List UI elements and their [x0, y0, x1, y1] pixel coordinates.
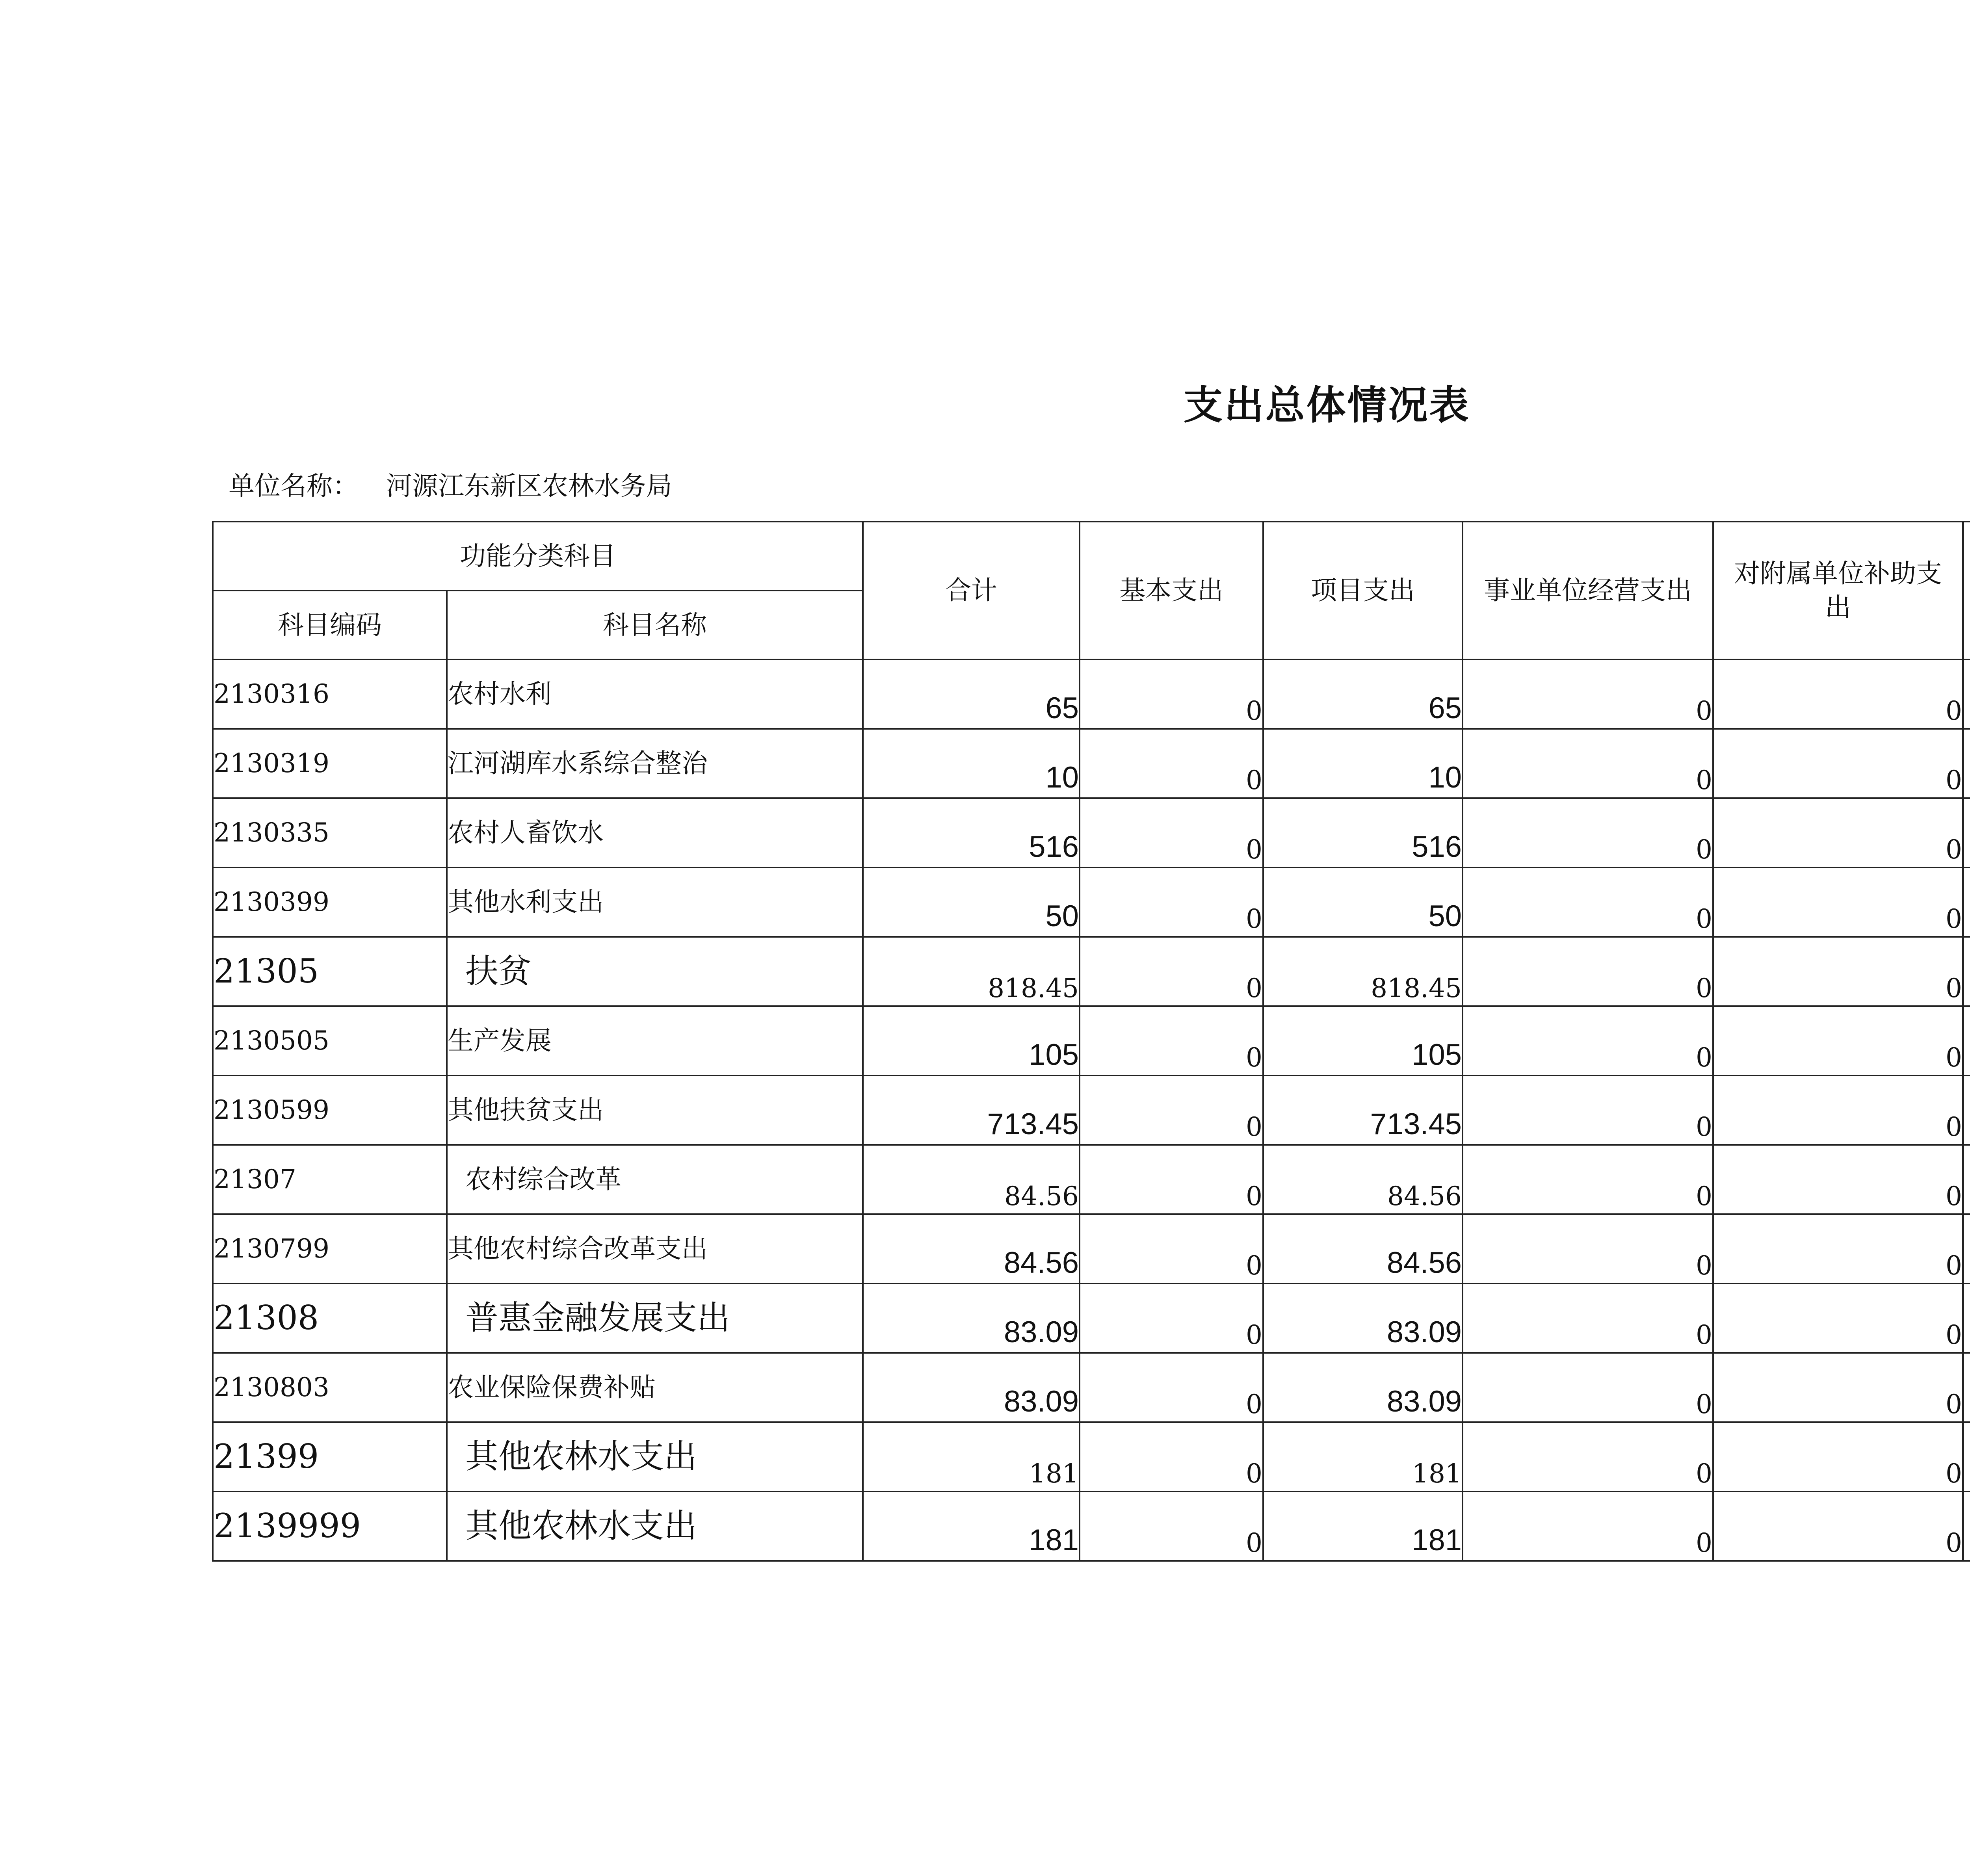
table-row — [213, 1075, 1970, 1145]
cell-business: 0 — [1463, 1492, 1713, 1561]
table-row — [213, 1214, 1970, 1283]
cell-name: 农村综合改革 — [447, 1145, 863, 1214]
header-code: 科目编码 — [213, 591, 447, 659]
cell-total: 65 — [863, 659, 1080, 729]
cell-upper — [1963, 937, 1970, 1006]
cell-project: 10 — [1263, 729, 1463, 798]
header-row-1 — [213, 522, 1970, 591]
cell-subsidy: 0 — [1713, 1214, 1963, 1283]
cell-project: 65 — [1263, 659, 1463, 729]
cell-upper — [1963, 1353, 1970, 1422]
cell-name: 农村水利 — [447, 659, 863, 729]
cell-code: 2139999 — [213, 1492, 447, 1561]
cell-project: 84.56 — [1263, 1145, 1463, 1214]
cell-basic: 0 — [1080, 1353, 1263, 1422]
unit-info-row — [229, 465, 1970, 502]
cell-project: 50 — [1263, 867, 1463, 937]
cell-total: 713.45 — [863, 1075, 1080, 1145]
cell-total: 818.45 — [863, 937, 1080, 1006]
header-name: 科目名称 — [447, 591, 863, 659]
cell-name: 普惠金融发展支出 — [447, 1283, 863, 1353]
header-subsidy — [1713, 522, 1963, 659]
cell-upper — [1963, 1214, 1970, 1283]
cell-total: 105 — [863, 1006, 1080, 1075]
cell-subsidy: 0 — [1713, 1422, 1963, 1492]
unit-name-value: 河源江东新区农林水务局 — [386, 471, 672, 501]
cell-code: 21305 — [213, 937, 447, 1006]
cell-name: 其他水利支出 — [447, 867, 863, 937]
unit-name-label: 单位名称： — [229, 471, 359, 501]
cell-subsidy: 0 — [1713, 937, 1963, 1006]
cell-subsidy: 0 — [1713, 1492, 1963, 1561]
cell-basic: 0 — [1080, 1006, 1263, 1075]
cell-project: 83.09 — [1263, 1353, 1463, 1422]
cell-name: 农业保险保费补贴 — [447, 1353, 863, 1422]
cell-subsidy: 0 — [1713, 1283, 1963, 1353]
cell-upper — [1963, 659, 1970, 729]
cell-subsidy: 0 — [1713, 867, 1963, 937]
cell-code: 2130803 — [213, 1353, 447, 1422]
header-project: 项目支出 — [1263, 522, 1463, 659]
cell-subsidy: 0 — [1713, 798, 1963, 867]
cell-upper — [1963, 1006, 1970, 1075]
cell-total: 84.56 — [863, 1145, 1080, 1214]
cell-total: 50 — [863, 867, 1080, 937]
cell-project: 84.56 — [1263, 1214, 1463, 1283]
cell-upper — [1963, 1283, 1970, 1353]
cell-upper — [1963, 867, 1970, 937]
cell-upper — [1963, 729, 1970, 798]
table-row — [213, 867, 1970, 937]
cell-business: 0 — [1463, 798, 1713, 867]
table-row — [213, 798, 1970, 867]
cell-basic: 0 — [1080, 1214, 1263, 1283]
cell-business: 0 — [1463, 1422, 1713, 1492]
table-row — [213, 729, 1970, 798]
expenditure-table — [212, 521, 1970, 1562]
table-row — [213, 1353, 1970, 1422]
cell-code: 2130599 — [213, 1075, 447, 1145]
cell-business: 0 — [1463, 1214, 1713, 1283]
cell-upper — [1963, 1492, 1970, 1561]
table-row — [213, 659, 1970, 729]
header-basic: 基本支出 — [1080, 522, 1263, 659]
cell-basic: 0 — [1080, 729, 1263, 798]
table-row — [213, 937, 1970, 1006]
page-title: 支出总体情况表 — [1183, 382, 1470, 428]
header-business-text: 事业单位经营支出 — [1484, 575, 1692, 606]
cell-business: 0 — [1463, 1353, 1713, 1422]
cell-upper — [1963, 1422, 1970, 1492]
cell-name: 其他农林水支出 — [447, 1492, 863, 1561]
cell-business: 0 — [1463, 659, 1713, 729]
cell-basic: 0 — [1080, 659, 1263, 729]
cell-project: 83.09 — [1263, 1283, 1463, 1353]
table-row — [213, 1145, 1970, 1214]
cell-code: 21307 — [213, 1145, 447, 1214]
table-row — [213, 1422, 1970, 1492]
cell-business: 0 — [1463, 729, 1713, 798]
cell-project: 105 — [1263, 1006, 1463, 1075]
cell-business: 0 — [1463, 867, 1713, 937]
cell-name: 其他农村综合改革支出 — [447, 1214, 863, 1283]
cell-basic: 0 — [1080, 937, 1263, 1006]
cell-project: 181 — [1263, 1422, 1463, 1492]
cell-basic: 0 — [1080, 1492, 1263, 1561]
header-total: 合计 — [863, 522, 1080, 659]
header-business — [1463, 522, 1713, 659]
cell-code: 21399 — [213, 1422, 447, 1492]
cell-basic: 0 — [1080, 1145, 1263, 1214]
cell-total: 83.09 — [863, 1353, 1080, 1422]
header-subsidy-text: 对附属单位补助支出 — [1734, 558, 1942, 622]
cell-total: 10 — [863, 729, 1080, 798]
cell-upper — [1963, 1145, 1970, 1214]
cell-basic: 0 — [1080, 1075, 1263, 1145]
table-row — [213, 1492, 1970, 1561]
cell-business: 0 — [1463, 1145, 1713, 1214]
cell-subsidy: 0 — [1713, 1075, 1963, 1145]
cell-subsidy: 0 — [1713, 659, 1963, 729]
cell-code: 2130319 — [213, 729, 447, 798]
cell-upper — [1963, 1075, 1970, 1145]
cell-basic: 0 — [1080, 867, 1263, 937]
cell-code: 21308 — [213, 1283, 447, 1353]
cell-code: 2130505 — [213, 1006, 447, 1075]
table-row — [213, 1006, 1970, 1075]
cell-business: 0 — [1463, 1075, 1713, 1145]
cell-code: 2130799 — [213, 1214, 447, 1283]
cell-total: 84.56 — [863, 1214, 1080, 1283]
cell-code: 2130399 — [213, 867, 447, 937]
cell-code: 2130316 — [213, 659, 447, 729]
cell-name: 生产发展 — [447, 1006, 863, 1075]
cell-total: 516 — [863, 798, 1080, 867]
cell-upper — [1963, 798, 1970, 867]
cell-total: 83.09 — [863, 1283, 1080, 1353]
cell-name: 江河湖库水系综合整治 — [447, 729, 863, 798]
cell-name: 其他农林水支出 — [447, 1422, 863, 1492]
cell-basic: 0 — [1080, 1283, 1263, 1353]
cell-code: 2130335 — [213, 798, 447, 867]
table-body — [213, 659, 1970, 1561]
cell-project: 181 — [1263, 1492, 1463, 1561]
cell-basic: 0 — [1080, 1422, 1263, 1492]
cell-subsidy: 0 — [1713, 729, 1963, 798]
cell-name: 扶贫 — [447, 937, 863, 1006]
cell-business: 0 — [1463, 937, 1713, 1006]
cell-name: 农村人畜饮水 — [447, 798, 863, 867]
cell-subsidy: 0 — [1713, 1006, 1963, 1075]
cell-total: 181 — [863, 1492, 1080, 1561]
cell-business: 0 — [1463, 1006, 1713, 1075]
table-row — [213, 1283, 1970, 1353]
cell-project: 713.45 — [1263, 1075, 1463, 1145]
cell-project: 818.45 — [1263, 937, 1463, 1006]
cell-subsidy: 0 — [1713, 1353, 1963, 1422]
unit-name-block — [229, 465, 672, 502]
cell-business: 0 — [1463, 1283, 1713, 1353]
cell-name: 其他扶贫支出 — [447, 1075, 863, 1145]
cell-total: 181 — [863, 1422, 1080, 1492]
header-function-category: 功能分类科目 — [213, 522, 863, 591]
header-upper — [1963, 522, 1970, 659]
cell-basic: 0 — [1080, 798, 1263, 867]
cell-project: 516 — [1263, 798, 1463, 867]
cell-subsidy: 0 — [1713, 1145, 1963, 1214]
